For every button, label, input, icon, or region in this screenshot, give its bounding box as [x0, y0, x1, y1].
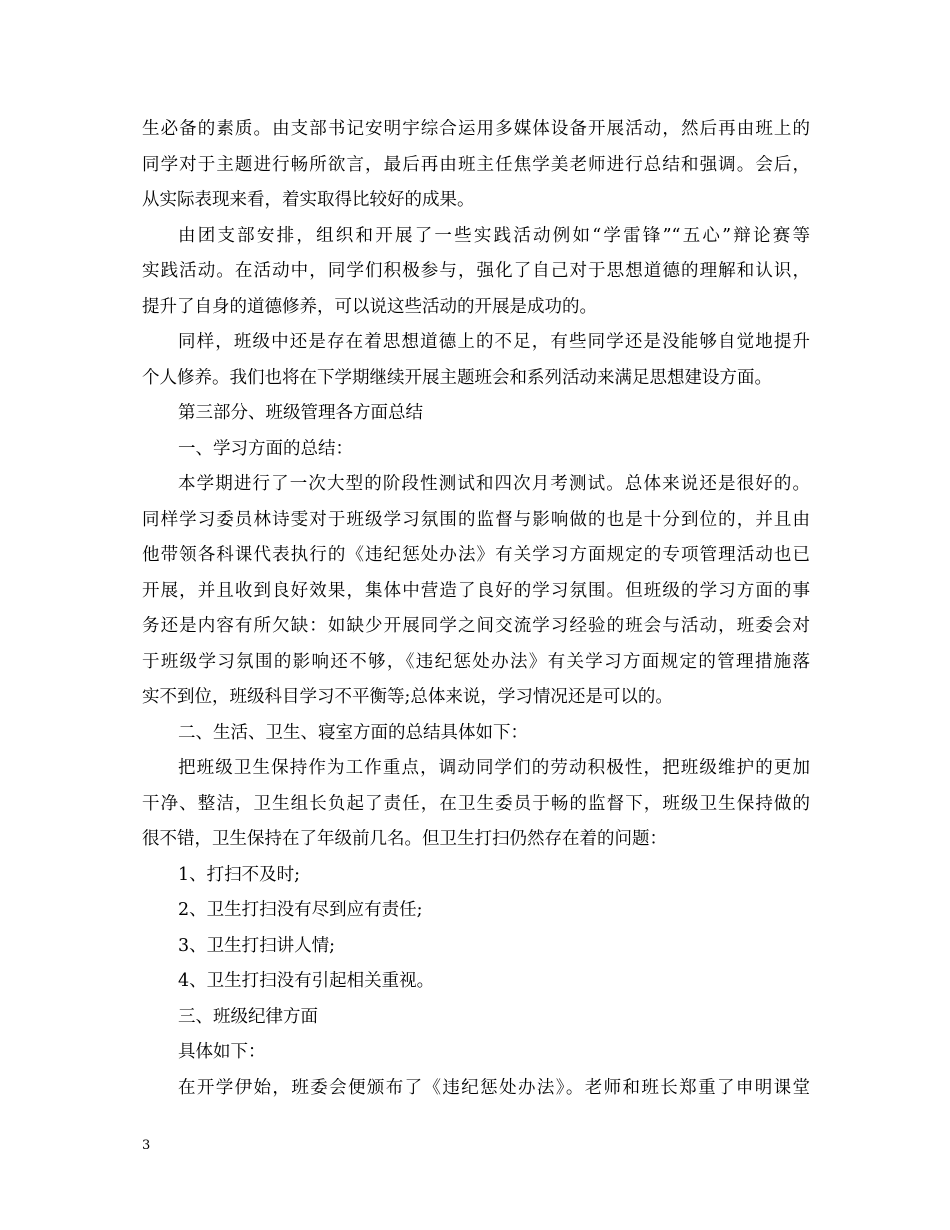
text-line: 生必备的素质。由支部书记安明宇综合运用多媒体设备开展活动，然后再由班上的 [142, 119, 810, 139]
text-line: 同样，班级中还是存在着思想道德上的不足，有些同学还是没能够自觉地提升 [178, 332, 810, 352]
text-line: 3、卫生打扫讲人情; [178, 935, 336, 956]
text-line: 1、打扫不及时; [178, 864, 301, 885]
text-line: 提升了自身的道德修养，可以说这些活动的开展是成功的。 [142, 296, 597, 317]
text-line: 个人修养。我们也将在下学期继续开展主题班会和系列活动来满足思想建设方面。 [142, 367, 772, 388]
text-line: 于班级学习氛围的影响还不够，《违纪惩处办法》有关学习方面规定的管理措施落 [142, 651, 810, 672]
text-line: 实践活动。在活动中，同学们积极参与，强化了自己对于思想道德的理解和认识， [142, 261, 810, 281]
text-line: 二、生活、卫生、寝室方面的总结具体如下： [178, 722, 528, 743]
page-number: 3 [142, 1138, 151, 1153]
text-line: 具体如下： [178, 1042, 266, 1062]
text-line: 2、卫生打扫没有尽到应有责任; [178, 900, 423, 920]
text-line: 很不错，卫生保持在了年级前几名。但卫生打扫仍然存在着的问题： [142, 829, 667, 849]
text-line: 第三部分、班级管理各方面总结 [178, 403, 423, 423]
text-line: 同样学习委员林诗雯对于班级学习氛围的监督与影响做的也是十分到位的，并且由 [142, 509, 810, 530]
text-line: 干净、整洁，卫生组长负起了责任，在卫生委员于畅的监督下，班级卫生保持做的 [142, 793, 810, 814]
text-line: 开展，并且收到良好效果，集体中营造了良好的学习氛围。但班级的学习方面的事 [142, 580, 810, 601]
text-line: 在开学伊始，班委会便颁布了《违纪惩处办法》。老师和班长郑重了申明课堂 [178, 1077, 810, 1098]
text-line: 本学期进行了一次大型的阶段性测试和四次月考测试。总体来说还是很好的。 [178, 474, 810, 494]
text-line: 从实际表现来看，着实取得比较好的成果。 [142, 190, 475, 210]
text-line: 把班级卫生保持作为工作重点，调动同学们的劳动积极性，把班级维护的更加 [178, 758, 810, 778]
text-line: 一、学习方面的总结： [178, 438, 353, 459]
text-line: 务还是内容有所欠缺：如缺少开展同学之间交流学习经验的班会与活动，班委会对 [142, 616, 810, 636]
text-line: 4、卫生打扫没有引起相关重视。 [178, 971, 435, 991]
text-line: 他带领各科课代表执行的《违纪惩处办法》有关学习方面规定的专项管理活动也已 [142, 545, 810, 565]
text-line: 三、班级纪律方面 [178, 1006, 318, 1027]
text-line: 同学对于主题进行畅所欲言，最后再由班主任焦学美老师进行总结和强调。会后， [142, 154, 810, 175]
text-line: 实不到位，班级科目学习不平衡等;总体来说，学习情况还是可以的。 [142, 687, 673, 707]
text-line: 由团支部安排，组织和开展了一些实践活动例如“学雷锋”“五心”辩论赛等 [178, 225, 810, 246]
document-body [142, 112, 810, 1106]
